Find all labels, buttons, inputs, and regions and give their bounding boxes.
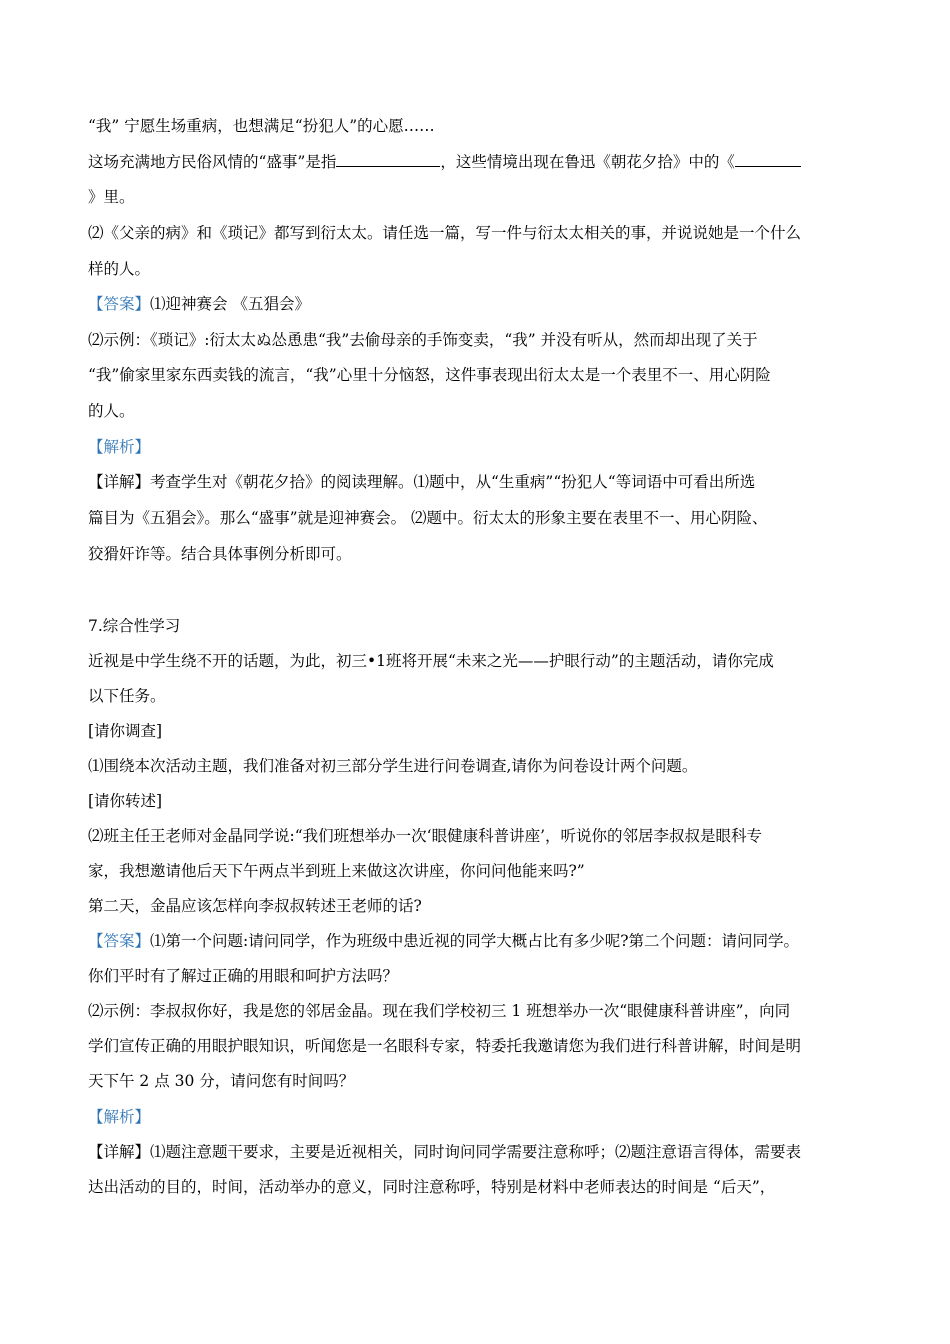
answer-tag: 【答案】 [88,295,151,313]
q7-detail-line-2: 达出活动的目的，时间，活动举办的意义，同时注意称呼，特别是材料中老师表达的时间是 “后天”， [88,1178,776,1196]
q7-relay-heading: [请你转述] [88,792,163,810]
q6-p1-text-c: 》里。 [88,188,135,206]
q6-answer-1 [88,292,878,316]
analysis-tag: 【解析】 [88,1108,151,1126]
q6-p1-text-b: ，这些情境出现在鲁迅《朝花夕拾》中的《 [440,153,735,171]
q7-answer-2-line-2: 学们宣传正确的用眼护眼知识，听闻您是一名眼科专家，特委托我邀请您为我们进行科普讲解，时间是明 [88,1037,802,1055]
q7-answer-2-line-1: ⑵示例：李叔叔你好，我是您的邻居金晶。现在我们学校初三 1 班想举办一次“眼健康科普讲座”，向同 [88,1002,791,1020]
q7-heading: 7.综合性学习 [88,617,181,635]
q6-question-2-line-1: ⑵《父亲的病》和《琐记》都写到衍太太。请任选一篇，写一件与衍太太相关的事，并说说她是一个什么 [88,224,802,242]
q7-answer-1-line-1 [88,929,878,953]
analysis-tag: 【解析】 [88,438,151,456]
q6-p1-text-a: 这场充满地方民俗风情的“盛事”是指 [88,153,337,171]
q7-answer-1-text: ⑴第一个问题:请问同学，作为班级中患近视的同学大概占比有多少呢?第二个问题：请问同学。 [150,932,800,950]
answer-blank-2 [735,150,801,167]
q6-detail-line-3: 狡猾奸诈等。结合具体事例分析即可。 [88,545,352,563]
q7-answer-2-line-3: 天下午 2 点 30 分，请问您有时间吗？ [88,1072,355,1090]
answer-blank-1 [336,150,440,167]
q7-relay-line-2: 家，我想邀请他后天下午两点半到班上来做这次讲座，你问问他能来吗?” [88,862,585,880]
q6-context-line: “我” 宁愿生场重病，也想满足“扮犯人”的心愿…… [88,117,435,135]
q7-survey-question: ⑴围绕本次活动主题，我们准备对初三部分学生进行问卷调查,请你为问卷设计两个问题。 [88,757,698,775]
q6-question-2-line-2: 样的人。 [88,260,151,278]
q6-answer-2-line-1: ⑵示例：《琐记》:衍太太ぬ怂恿患“我”去偷母亲的手饰变卖，“我” 并没有听从，然而却出现了关于 [88,331,758,349]
answer-tag: 【答案】 [88,932,151,950]
q7-relay-line-1: ⑵班主任王老师对金晶同学说:“我们班想举办一次‘眼健康科普讲座’，听说你的邻居李叔叔是眼科专 [88,827,763,845]
q7-intro-line-1: 近视是中学生绕不开的话题，为此，初三•1班将开展“未来之光——护眼行动”的主题活动，请你完成 [88,652,774,670]
q7-relay-line-3: 第二天，金晶应该怎样向李叔叔转述王老师的话? [88,897,422,915]
q7-survey-heading: [请你调查] [88,722,163,740]
q6-question-1 [88,150,878,174]
q6-answer-2-line-2: “我”偷家里家东西卖钱的流言，“我”心里十分恼怒，这件事表现出衍太太是一个表里不一、用心阴险 [88,366,771,384]
q7-detail-line-1: 【详解】⑴题注意题干要求，主要是近视相关，同时询问同学需要注意称呼；⑵题注意语言得体，需要表 [88,1143,802,1161]
q7-answer-1-line-2: 你们平时有了解过正确的用眼和呵护方法吗？ [88,967,399,985]
q6-answer-1-text: ⑴迎神赛会 《五猖会》 [150,295,310,313]
q7-intro-line-2: 以下任务。 [88,687,166,705]
q6-detail-line-2: 篇目为《五猖会》。那么“盛事”就是迎神赛会。 ⑵题中。衍太太的形象主要在表里不一、用心阴险、 [88,509,768,527]
q6-answer-2-line-3: 的人。 [88,402,135,420]
q6-detail-line-1: 【详解】考查学生对《朝花夕拾》的阅读理解。⑴题中，从“生重病”“扮犯人“等词语中可看出所选 [88,473,756,491]
